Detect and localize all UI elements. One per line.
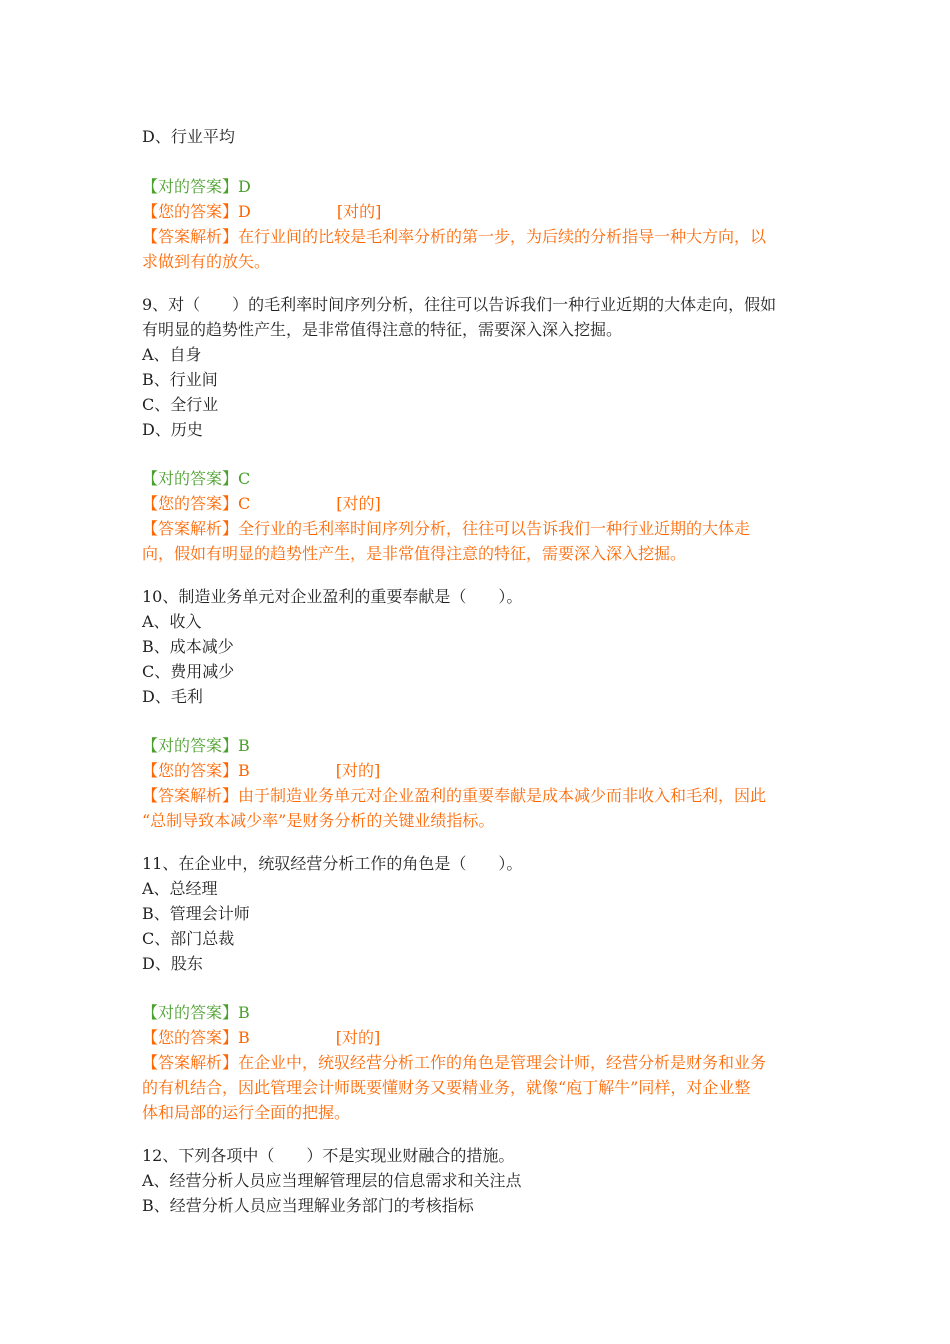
q11-analysis-line-3: 体和局部的运行全面的把握。 [142,1103,351,1122]
yours-label: 【您的答案】 [142,1028,239,1047]
verdict: [对的] [336,202,382,221]
q9-option-a: A、自身 [142,345,202,364]
q10-analysis-line-1 [142,783,766,808]
q10-option-d: D、毛利 [142,687,203,706]
correct-value: B [238,1003,250,1022]
analysis-label: 【答案解析】 [142,227,239,246]
analysis-label: 【答案解析】 [142,519,239,538]
q9-option-b: B、行业间 [142,370,218,389]
verdict: [对的] [335,761,381,780]
yours-value: B [238,761,250,780]
analysis-text: 在企业中，统驭经营分析工作的角色是管理会计师，经营分析是财务和业务 [238,1053,767,1072]
yours-label: 【您的答案】 [142,761,239,780]
q11-option-c: C、部门总裁 [142,929,235,948]
correct-label: 【对的答案】 [142,736,239,755]
analysis-label: 【答案解析】 [142,786,239,805]
yours-label: 【您的答案】 [142,202,239,221]
correct-label: 【对的答案】 [142,469,239,488]
q9-your-answer [142,491,381,516]
correct-label: 【对的答案】 [142,1003,239,1022]
correct-value: B [238,736,250,755]
q11-stem: 11、在企业中，统驭经营分析工作的角色是（ ）。 [142,854,523,873]
q11-option-a: A、总经理 [142,879,218,898]
q10-option-a: A、收入 [142,612,202,631]
correct-value: C [238,469,251,488]
q10-option-b: B、成本减少 [142,637,234,656]
q10-option-c: C、费用减少 [142,662,235,681]
q12-option-b: B、经营分析人员应当理解业务部门的考核指标 [142,1196,474,1215]
correct-value: D [238,177,251,196]
q9-stem-line-1: 9、对（ ）的毛利率时间序列分析，往往可以告诉我们一种行业近期的大体走向，假如 [142,295,777,314]
q11-analysis-line-1 [142,1050,766,1075]
q10-correct-answer [142,733,250,758]
yours-value: D [238,202,251,221]
q9-option-d: D、历史 [142,420,203,439]
yours-label: 【您的答案】 [142,494,239,513]
q10-your-answer [142,758,380,783]
q11-analysis-line-2: 的有机结合，因此管理会计师既要懂财务又要精业务，就像“庖丁解牛”同样，对企业整 [142,1078,751,1097]
q11-option-b: B、管理会计师 [142,904,250,923]
yours-value: B [238,1028,250,1047]
q8-analysis-line-1 [142,224,766,249]
correct-label: 【对的答案】 [142,177,239,196]
q8-correct-answer [142,174,251,199]
q10-stem: 10、制造业务单元对企业盈利的重要奉献是（ ）。 [142,587,523,606]
analysis-text: 由于制造业务单元对企业盈利的重要奉献是成本减少而非收入和毛利，因此 [238,786,767,805]
q10-analysis-line-2: “总制导致本减少率”是财务分析的关键业绩指标。 [142,811,495,830]
q8-option-d: D、行业平均 [142,127,235,146]
q8-your-answer [142,199,381,224]
q12-option-a: A、经营分析人员应当理解管理层的信息需求和关注点 [142,1171,522,1190]
q9-option-c: C、全行业 [142,395,219,414]
q9-correct-answer [142,466,250,491]
verdict: [对的] [336,494,381,513]
q11-option-d: D、股东 [142,954,203,973]
q11-correct-answer [142,1000,250,1025]
q9-analysis-line-1 [142,516,750,541]
analysis-label: 【答案解析】 [142,1053,239,1072]
yours-value: C [238,494,251,513]
analysis-text: 在行业间的比较是毛利率分析的第一步，为后续的分析指导一种大方向，以 [238,227,767,246]
q9-analysis-line-2: 向，假如有明显的趋势性产生，是非常值得注意的特征，需要深入深入挖掘。 [142,544,687,563]
verdict: [对的] [335,1028,381,1047]
q9-stem-line-2: 有明显的趋势性产生，是非常值得注意的特征，需要深入深入挖掘。 [142,320,623,339]
q12-stem: 12、下列各项中（ ）不是实现业财融合的措施。 [142,1146,515,1165]
q8-analysis-line-2: 求做到有的放矢。 [142,252,271,271]
analysis-text: 全行业的毛利率时间序列分析，往往可以告诉我们一种行业近期的大体走 [238,519,751,538]
q11-your-answer [142,1025,380,1050]
